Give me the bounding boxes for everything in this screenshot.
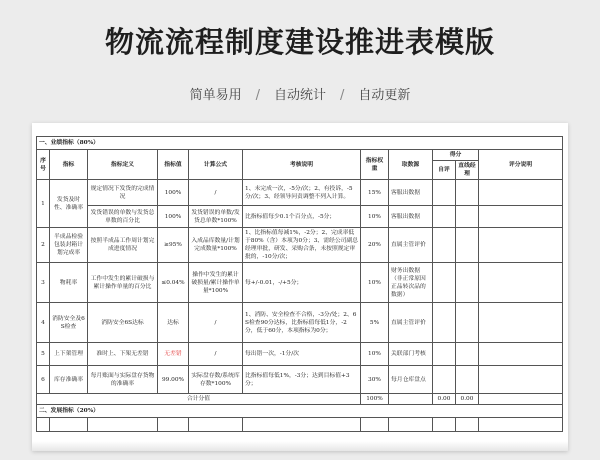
cell-source: 客服出数据 bbox=[389, 180, 433, 206]
cell-weight: 15% bbox=[361, 180, 389, 206]
cell-definition: 工作中发生的累计破损与累计操作单量的百分比 bbox=[88, 263, 158, 303]
cell-source: 每月仓库盘点 bbox=[389, 366, 433, 394]
table-row bbox=[37, 263, 563, 303]
cell-direct-score[interactable] bbox=[456, 228, 479, 263]
performance-table bbox=[36, 136, 563, 432]
cell-formula: 入成品库数量/计划完成数量*100% bbox=[189, 228, 243, 263]
cell-indicator: 消防安全及6S检查 bbox=[50, 303, 88, 343]
cell-remark[interactable] bbox=[479, 180, 563, 206]
cell-direct-score[interactable] bbox=[456, 263, 479, 303]
cell-weight: 10% bbox=[361, 206, 389, 228]
cell-seq: 2 bbox=[37, 228, 50, 263]
cell-direct-score[interactable] bbox=[456, 343, 479, 366]
cell-assessment: 比指标值每少0.1个百分点，-5分； bbox=[243, 206, 361, 228]
total-remark bbox=[479, 394, 563, 405]
feature-easy: 简单易用 bbox=[189, 88, 242, 103]
header-remark: 评分说明 bbox=[479, 150, 563, 180]
cell-remark[interactable] bbox=[479, 263, 563, 303]
cell-definition: 按照半成品工作周计划完成进度情况 bbox=[88, 228, 158, 263]
cell-value: ≤0.04% bbox=[158, 263, 189, 303]
cell-direct-score[interactable] bbox=[456, 366, 479, 394]
header-direct-manager: 直线经理 bbox=[456, 161, 479, 180]
feature-line bbox=[0, 84, 600, 103]
cell-self-score[interactable] bbox=[433, 303, 456, 343]
cell-weight: 10% bbox=[361, 343, 389, 366]
cell-value: ≥95% bbox=[158, 228, 189, 263]
feature-auto-stats: 自动统计 bbox=[273, 88, 326, 103]
cell-formula: / bbox=[189, 180, 243, 206]
cell-formula: 实际盘存数/系统库存数*100% bbox=[189, 366, 243, 394]
feature-separator: / bbox=[340, 88, 345, 103]
cell-source: 财务出数据（非正常原因正品转次品的数据） bbox=[389, 263, 433, 303]
header-score: 得分 bbox=[433, 150, 479, 161]
cell-definition: 每月账面与实际盘存货物的准确率 bbox=[88, 366, 158, 394]
cell-direct-score[interactable] bbox=[456, 180, 479, 206]
cell-self-score[interactable] bbox=[433, 263, 456, 303]
cell-value: 100% bbox=[158, 206, 189, 228]
cell-weight: 30% bbox=[361, 366, 389, 394]
cell-self-score[interactable] bbox=[433, 206, 456, 228]
feature-separator: / bbox=[255, 88, 260, 103]
header-weight: 指标权重 bbox=[361, 150, 389, 180]
cell-formula: / bbox=[189, 343, 243, 366]
cell-value: 达标 bbox=[158, 303, 189, 343]
cell-seq: 1 bbox=[37, 180, 50, 228]
cell-indicator: 半成品检验包装封箱计划完成率 bbox=[50, 228, 88, 263]
cell-assessment: 每+/-0.01，-/+5分； bbox=[243, 263, 361, 303]
cell-seq: 4 bbox=[37, 303, 50, 343]
header-indicator: 指标 bbox=[50, 150, 88, 180]
table-row bbox=[37, 343, 563, 366]
total-direct-score: 0.00 bbox=[456, 394, 479, 405]
cell-value: 100% bbox=[158, 180, 189, 206]
header-assessment: 考核说明 bbox=[243, 150, 361, 180]
header-source: 取数源 bbox=[389, 150, 433, 180]
feature-auto-update: 自动更新 bbox=[358, 88, 411, 103]
cell-assessment: 比指标值每低1%，-3分；达到目标值+3分； bbox=[243, 366, 361, 394]
cell-self-score[interactable] bbox=[433, 180, 456, 206]
cell-weight: 5% bbox=[361, 303, 389, 343]
cell-formula: 操作中发生的累计破损量/累计操作单量*100% bbox=[189, 263, 243, 303]
cell-source: 直属主管评价 bbox=[389, 303, 433, 343]
cell-definition: 发货错误的单数与发货总单数的百分比 bbox=[88, 206, 158, 228]
cell-direct-score[interactable] bbox=[456, 303, 479, 343]
cell-assessment: 每出错一次，-1分/次 bbox=[243, 343, 361, 366]
section-performance: 一、业绩指标（80%） bbox=[37, 137, 563, 150]
cell-source: 客服出数据 bbox=[389, 206, 433, 228]
cell-indicator: 物耗率 bbox=[50, 263, 88, 303]
cell-self-score[interactable] bbox=[433, 228, 456, 263]
cell-remark[interactable] bbox=[479, 343, 563, 366]
cell-assessment: 1、消防、安全检查不合格，-3分/处；2、6S检查90分达标，比指标值每低1分，-2分，低于60分，本项指标为0分； bbox=[243, 303, 361, 343]
cell-seq: 6 bbox=[37, 366, 50, 394]
cell-self-score[interactable] bbox=[433, 343, 456, 366]
cell-weight: 20% bbox=[361, 228, 389, 263]
cell-value: 99.00% bbox=[158, 366, 189, 394]
cell-indicator: 库存准确率 bbox=[50, 366, 88, 394]
header-definition: 指标定义 bbox=[88, 150, 158, 180]
cell-source: 直属主管评价 bbox=[389, 228, 433, 263]
cell-self-score[interactable] bbox=[433, 366, 456, 394]
cell-indicator: 上下架管理 bbox=[50, 343, 88, 366]
sheet-fade bbox=[32, 441, 568, 451]
cell-definition: 规定情况下发货的完成情况 bbox=[88, 180, 158, 206]
cell-seq: 5 bbox=[37, 343, 50, 366]
cell-remark[interactable] bbox=[479, 228, 563, 263]
cell-direct-score[interactable] bbox=[456, 206, 479, 228]
table-row bbox=[37, 180, 563, 206]
table-row bbox=[37, 206, 563, 228]
total-label: 合计分值 bbox=[37, 394, 361, 405]
cell-seq: 3 bbox=[37, 263, 50, 303]
page-title: 物流流程制度建设推进表模版 bbox=[104, 25, 495, 59]
header-seq: 序号 bbox=[37, 150, 50, 180]
cell-assessment: 1、未完成一次，-5分/次；2、有投诉，-5分/次；3、经领导问责调整不列入计算。 bbox=[243, 180, 361, 206]
cell-formula: / bbox=[189, 303, 243, 343]
cell-value: 无差错 bbox=[158, 343, 189, 366]
cell-weight: 10% bbox=[361, 263, 389, 303]
total-weight: 100% bbox=[361, 394, 389, 405]
table-row bbox=[37, 418, 563, 432]
cell-indicator: 发货及时性、准确率 bbox=[50, 180, 88, 228]
header-value: 指标值 bbox=[158, 150, 189, 180]
section-development: 二、发展指标（20%） bbox=[37, 405, 563, 418]
total-source bbox=[389, 394, 433, 405]
cell-remark[interactable] bbox=[479, 206, 563, 228]
table-row bbox=[37, 366, 563, 394]
cell-definition: 准时上、下架无差错 bbox=[88, 343, 158, 366]
table-row bbox=[37, 228, 563, 263]
spreadsheet-preview bbox=[32, 123, 568, 451]
total-row bbox=[37, 394, 563, 405]
header-formula: 计算公式 bbox=[189, 150, 243, 180]
cell-formula: 发货错误的单数/发货总单数*100% bbox=[189, 206, 243, 228]
header-self-score: 自评 bbox=[433, 161, 456, 180]
cell-source: 关联部门考核 bbox=[389, 343, 433, 366]
cell-assessment: 1、比指标值每减1%，-2分；2、完成率低于80%（含）本项为0分；3、需经公司副总经理审批，研发、采购合条，未按照规定审批的，-10分/次； bbox=[243, 228, 361, 263]
cell-remark[interactable] bbox=[479, 366, 563, 394]
table-row bbox=[37, 303, 563, 343]
cell-remark[interactable] bbox=[479, 303, 563, 343]
cell-definition: 消防安全6S达标 bbox=[88, 303, 158, 343]
total-self-score: 0.00 bbox=[433, 394, 456, 405]
